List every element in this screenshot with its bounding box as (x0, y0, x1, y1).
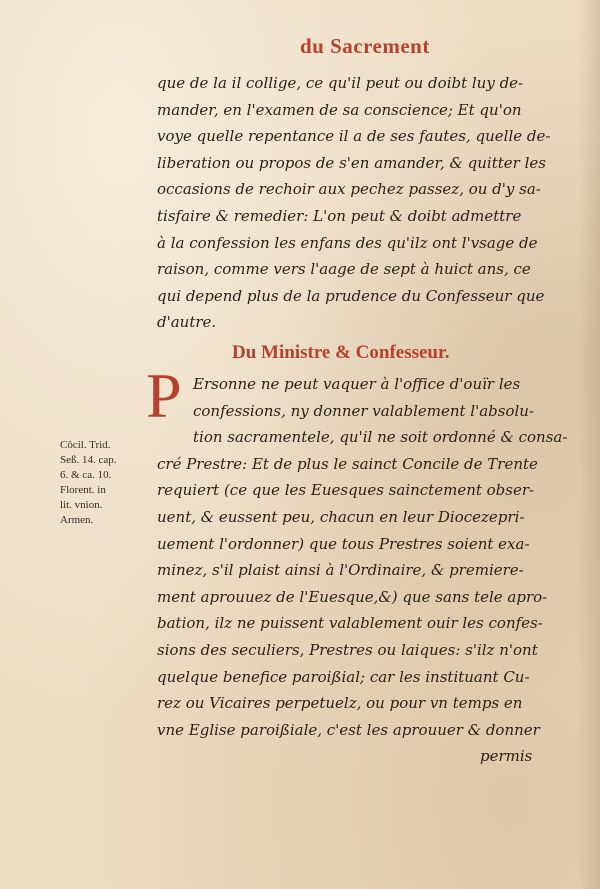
section-line: requiert (ce que les Euesques sainctement obser- (157, 481, 535, 500)
marginal-note-line: Seß. 14. cap. (60, 454, 117, 466)
body-line: que de la il collige, ce qu'il peut ou doibt luy de- (157, 74, 524, 92)
marginal-note-line: lit. vnion. (60, 499, 103, 511)
running-head: du Sacrement (300, 34, 430, 58)
section-line: sions des seculiers, Prestres ou laiques: s'ilz n'ont (157, 640, 538, 659)
section-heading: Du Ministre & Confesseur. (232, 342, 450, 363)
section-line: bation, ilz ne puissent valablement ouir les confes- (157, 614, 543, 633)
marginal-note-line: Armen. (60, 514, 94, 526)
body-line: mander, en l'examen de sa conscience; Et qu'on (157, 100, 522, 119)
section-line: tion sacramentele, qu'il ne soit ordonné & consa- (193, 428, 568, 447)
body-paragraph (157, 70, 593, 336)
section-line: Ersonne ne peut vaquer à l'office d'ouïr les (193, 375, 521, 393)
section-paragraph (157, 371, 593, 770)
drop-cap: P (146, 360, 182, 431)
section-line: cré Prestre: Et de plus le sainct Concile de Trente (157, 454, 538, 473)
body-line: tisfaire & remedier: L'on peut & doibt admettre (157, 206, 522, 225)
body-line: à la confession les enfans des qu'ilz ont l'vsage de (157, 233, 538, 252)
section-line: confessions, ny donner valablement l'absolu- (193, 401, 535, 420)
body-line: d'autre. (157, 313, 217, 332)
section-line: uement l'ordonner) que tous Prestres soient exa- (157, 534, 530, 553)
body-line: occasions de rechoir aux pechez passez, ou d'y sa- (157, 180, 541, 199)
body-line: voye quelle repentance il a de ses fautes, quelle de- (157, 127, 551, 146)
marginal-note-line: 6. & ca. 10. (60, 469, 112, 481)
section-line: uent, & eussent peu, chacun en leur Diocezepri- (157, 507, 525, 526)
section-line: quelque benefice paroißial; car les instituant Cu- (157, 667, 530, 686)
section-line: rez ou Vicaires perpetuelz, ou pour vn temps en (157, 694, 523, 713)
catchword: permis (480, 747, 533, 766)
section-line: minez, s'il plaist ainsi à l'Ordinaire, & premiere- (157, 561, 524, 580)
marginal-note-line: Côcil. Trid. (60, 439, 111, 451)
marginal-note (60, 438, 158, 528)
section-line: vne Eglise paroißiale, c'est les aprouuer & donner (157, 720, 540, 739)
marginal-note-line: Florent. in (60, 484, 106, 496)
body-line: liberation ou propos de s'en amander, & quitter les (157, 153, 546, 172)
body-line: raison, comme vers l'aage de sept à huict ans, ce (157, 260, 531, 279)
body-line: qui depend plus de la prudence du Confesseur que (157, 286, 545, 305)
section-line: ment aprouuez de l'Euesque,&) que sans tele apro- (157, 587, 548, 606)
